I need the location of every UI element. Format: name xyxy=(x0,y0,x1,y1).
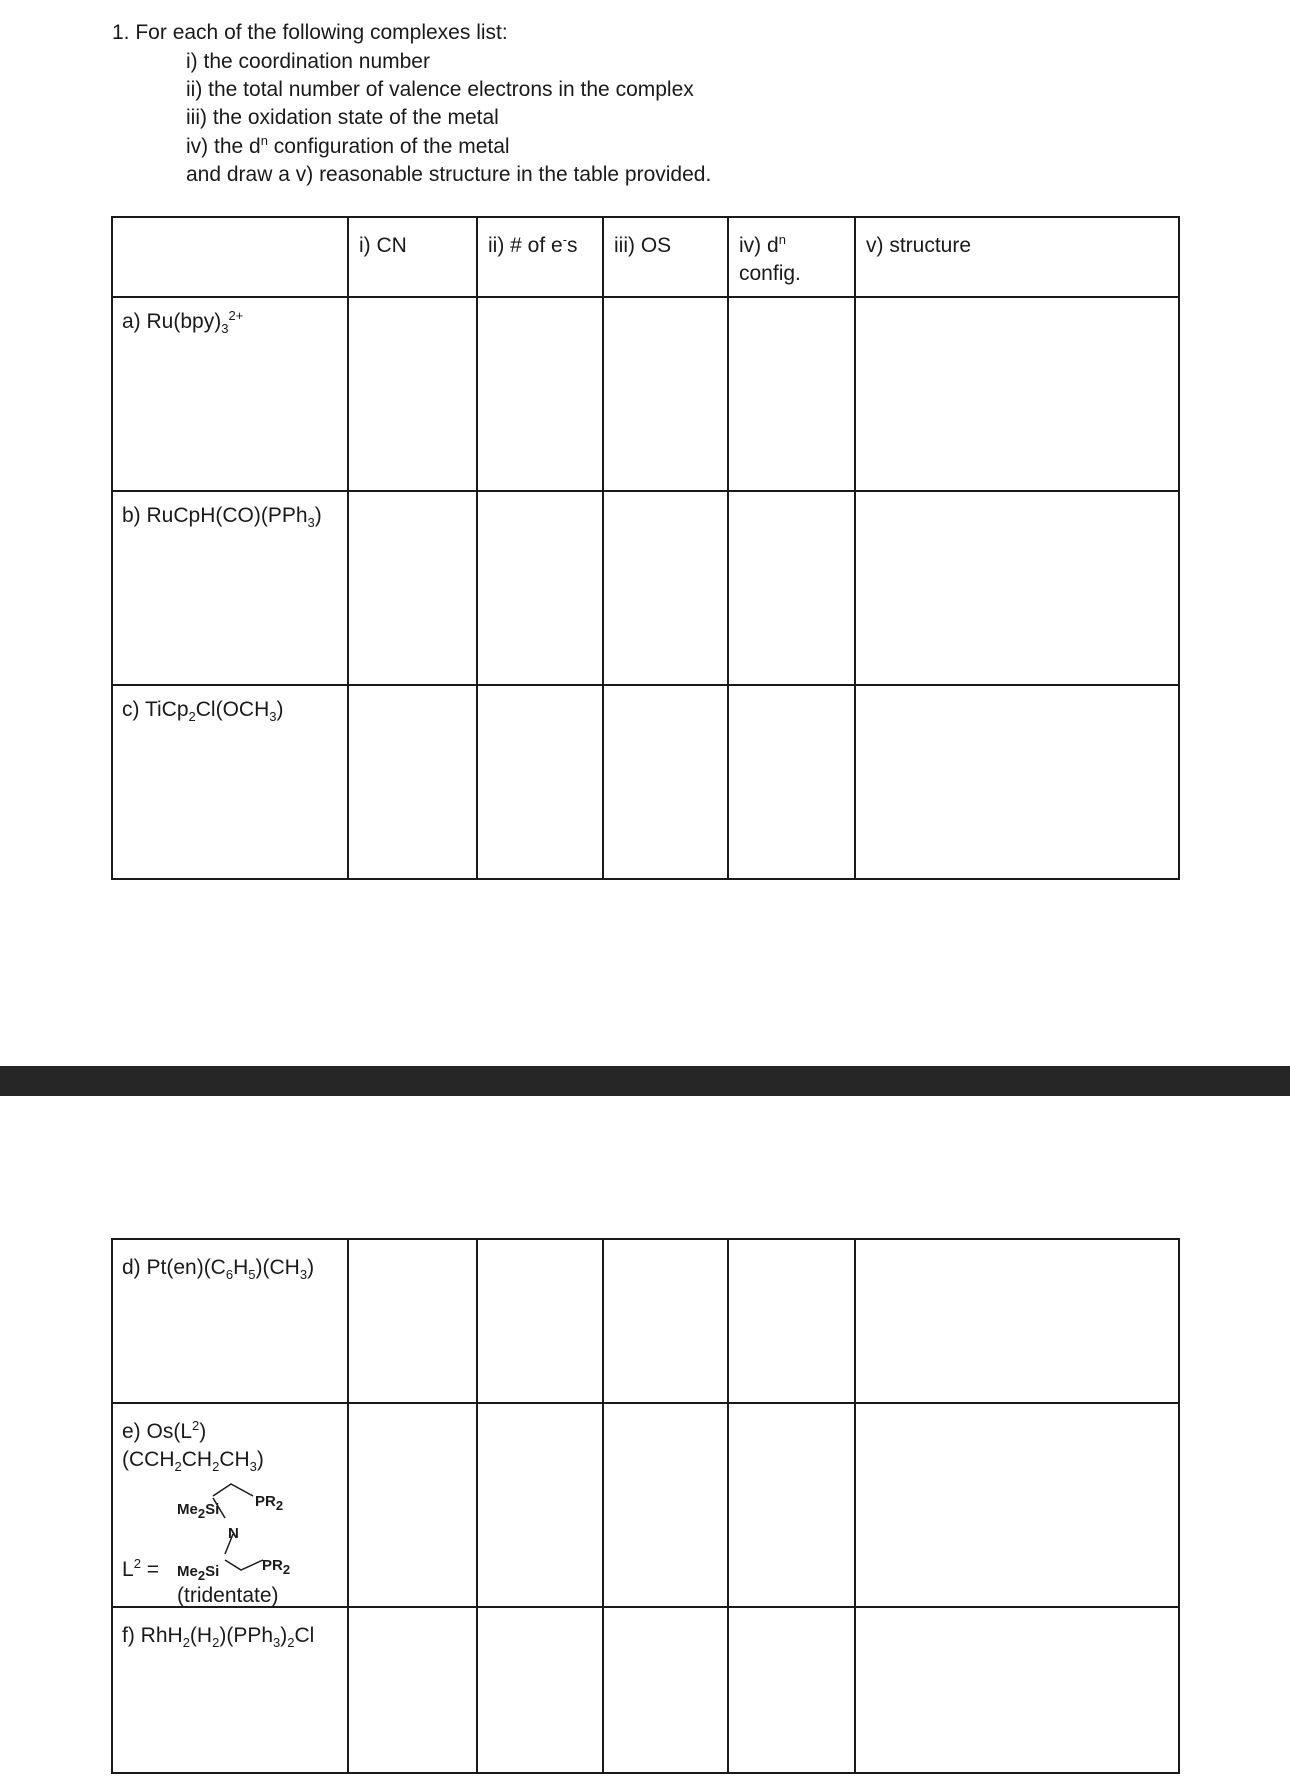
item-oxidation-state: iii) the oxidation state of the metal xyxy=(186,106,499,129)
row-a-os-cell[interactable] xyxy=(603,297,728,491)
header-blank-cell xyxy=(112,217,348,297)
header-dn-config: iv) $d^n$ config. xyxy=(728,217,855,297)
pr2-top: $PR_2$ xyxy=(255,1493,284,1513)
item-dn-configuration: iv) the $d^n$ configuration of the metal xyxy=(186,133,510,158)
row-f-structure-cell[interactable] xyxy=(855,1607,1179,1773)
row-a-label: a) $Ru(bpy)_3^{2+}$ xyxy=(112,297,348,491)
row-c-structure-cell[interactable] xyxy=(855,685,1179,879)
row-d-structure-cell[interactable] xyxy=(855,1239,1179,1403)
row-d-os-cell[interactable] xyxy=(603,1239,728,1403)
tridentate-note: (tridentate) xyxy=(177,1584,279,1607)
row-c-label: c) $TiCp_2Cl(OCH_3)$ xyxy=(112,685,348,879)
row-e-cn-cell[interactable] xyxy=(348,1403,477,1607)
header-cn: i) CN xyxy=(348,217,477,297)
answer-table-top xyxy=(111,216,1180,880)
row-a-structure-cell[interactable] xyxy=(855,297,1179,491)
row-e-electrons-cell[interactable] xyxy=(477,1403,603,1607)
row-d-cn-cell[interactable] xyxy=(348,1239,477,1403)
item-draw-structure: and draw a v) reasonable structure in the table provided. xyxy=(186,163,712,186)
row-f-os-cell[interactable] xyxy=(603,1607,728,1773)
row-c-dn-cell[interactable] xyxy=(728,685,855,879)
pr2-bottom: $PR_2$ xyxy=(262,1557,291,1577)
row-f-cn-cell[interactable] xyxy=(348,1607,477,1773)
row-e-dn-cell[interactable] xyxy=(728,1403,855,1607)
row-a-dn-cell[interactable] xyxy=(728,297,855,491)
header-os: iii) OS xyxy=(603,217,728,297)
row-f-label: f) $RhH_2(H_2)(PPh_3)_2Cl$ xyxy=(112,1607,348,1773)
row-e-formula: e) $Os(L^2)(CCH_2CH_2CH_3)$ xyxy=(122,1418,264,1475)
row-e-label xyxy=(112,1403,348,1607)
row-c-os-cell[interactable] xyxy=(603,685,728,879)
row-b-dn-cell[interactable] xyxy=(728,491,855,685)
n-atom: N xyxy=(228,1525,239,1542)
ligand-label: $L^2$ = xyxy=(122,1556,160,1581)
row-b-structure-cell[interactable] xyxy=(855,491,1179,685)
page-break-band xyxy=(0,1066,1290,1096)
me2si-top: $Me_2Si$ xyxy=(177,1501,220,1521)
ligand-l2-structure xyxy=(122,1474,347,1606)
row-b-label: b) RuCpH(CO)(PPh$_3$) xyxy=(112,491,348,685)
question-heading: 1. For each of the following complexes list: xyxy=(112,21,508,44)
item-valence-electrons: ii) the total number of valence electrons in the complex xyxy=(186,78,694,101)
row-e-os-cell[interactable] xyxy=(603,1403,728,1607)
row-f-dn-cell[interactable] xyxy=(728,1607,855,1773)
item-coordination-number: i) the coordination number xyxy=(186,50,430,73)
me2si-bottom: $Me_2Si$ xyxy=(177,1563,220,1583)
row-d-dn-cell[interactable] xyxy=(728,1239,855,1403)
row-b-os-cell[interactable] xyxy=(603,491,728,685)
header-electrons: ii) # of e-s xyxy=(477,217,603,297)
row-d-electrons-cell[interactable] xyxy=(477,1239,603,1403)
header-structure: v) structure xyxy=(855,217,1179,297)
row-a-cn-cell[interactable] xyxy=(348,297,477,491)
row-f-electrons-cell[interactable] xyxy=(477,1607,603,1773)
row-c-cn-cell[interactable] xyxy=(348,685,477,879)
answer-table-bottom xyxy=(111,1238,1180,1774)
row-d-label: d) $Pt(en)(C_6H_5)(CH_3)$ xyxy=(112,1239,348,1403)
row-e-structure-cell[interactable] xyxy=(855,1403,1179,1607)
row-b-electrons-cell[interactable] xyxy=(477,491,603,685)
row-a-electrons-cell[interactable] xyxy=(477,297,603,491)
row-b-cn-cell[interactable] xyxy=(348,491,477,685)
row-c-electrons-cell[interactable] xyxy=(477,685,603,879)
